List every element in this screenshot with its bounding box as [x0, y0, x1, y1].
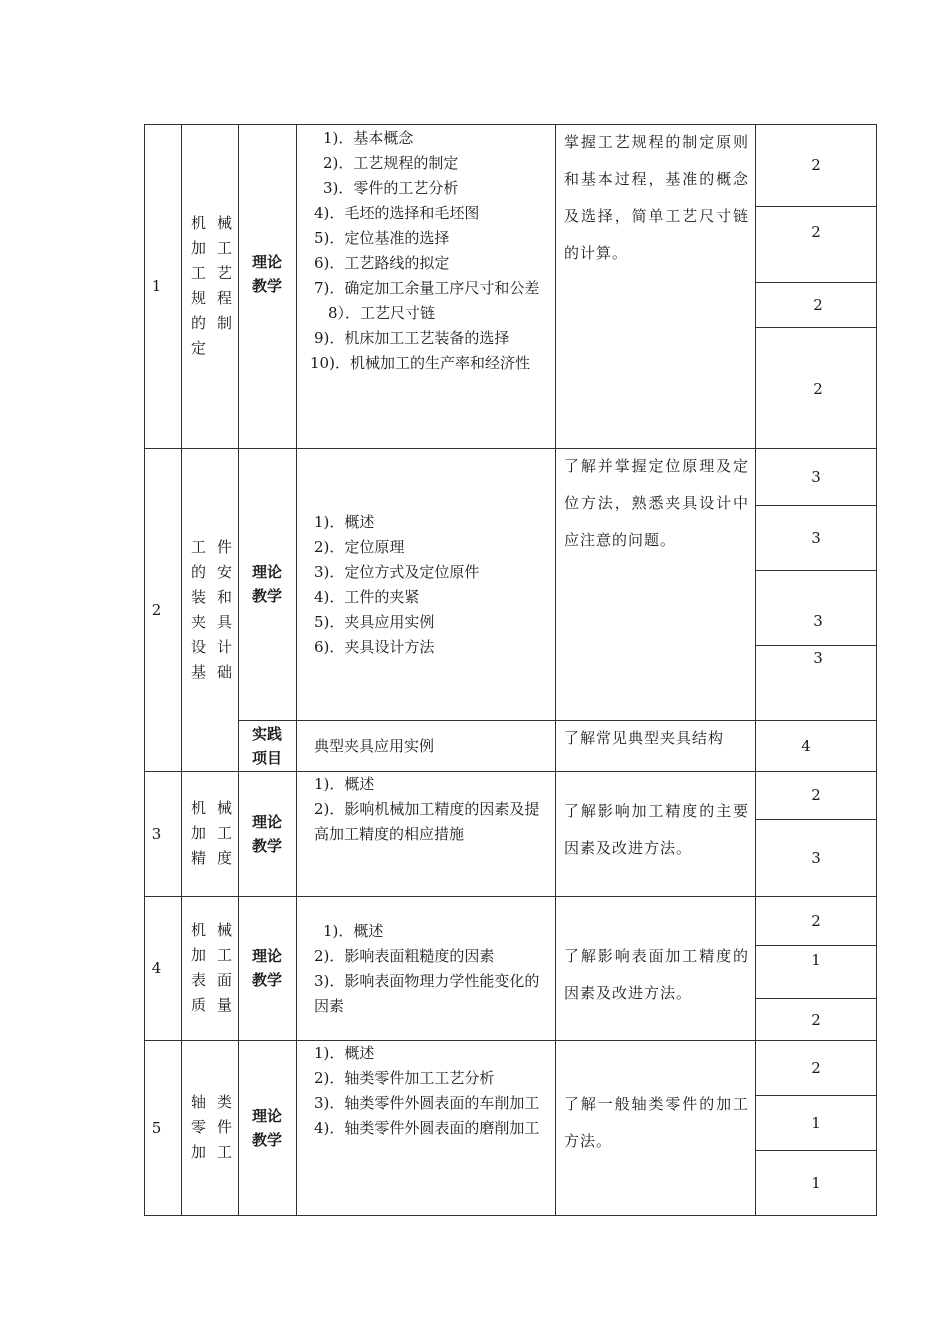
content-list: [296, 126, 555, 376]
content-item: 1)．概述: [314, 775, 375, 793]
hours-value: 1: [811, 1114, 821, 1132]
row-index: 1: [151, 277, 162, 295]
content-item: 4)．轴类零件外圆表面的磨削加工: [314, 1119, 540, 1137]
content-item: 1)．概述: [314, 1044, 375, 1062]
requirement-text: 了解影响加工精度的主要因素及改进方法。: [564, 802, 749, 857]
grid-line: [755, 945, 877, 946]
content-item: 4)．工件的夹紧: [314, 588, 420, 606]
grid-line: [755, 570, 877, 571]
grid-line: [755, 282, 877, 283]
grid-line: [755, 327, 877, 328]
chapter-title: 轴类零件加工: [191, 1093, 232, 1161]
chapter-title: 机械加工精度: [191, 799, 232, 867]
hours-value: 1: [811, 1174, 821, 1192]
content-item: 1)．概述: [314, 513, 375, 531]
chapter-title: 工件的安装和夹具设计基础: [191, 537, 232, 681]
content-list: [296, 510, 555, 660]
practice-hours: 4: [801, 737, 811, 755]
content-item: 8）．工艺尺寸链: [328, 304, 436, 322]
requirement-text: 了解一般轴类零件的加工方法。: [564, 1095, 749, 1150]
grid-line: [755, 819, 877, 820]
row-index: 3: [151, 824, 162, 843]
content-item: 5)．定位基准的选择: [314, 229, 450, 247]
teaching-type: 理论教学: [251, 812, 282, 855]
grid-line: [144, 1215, 877, 1216]
content-item: 6)．夹具设计方法: [314, 638, 435, 656]
hours-value: 2: [811, 912, 821, 930]
grid-line: [755, 505, 877, 506]
hours-value: 2: [813, 380, 823, 398]
teaching-type: 理论教学: [251, 253, 282, 295]
content-item: 3)．定位方式及定位原件: [314, 563, 480, 581]
course-table: [144, 124, 877, 1216]
practice-type: 实践项目: [251, 725, 282, 767]
row-index: 5: [151, 1118, 162, 1137]
content-item: 3)．零件的工艺分析: [323, 179, 459, 197]
hours-value: 2: [811, 786, 821, 804]
teaching-type: 理论教学: [251, 1106, 282, 1149]
grid-line: [755, 645, 877, 646]
content-list: [296, 772, 555, 847]
content-list: [296, 919, 555, 1019]
hours-value: 2: [811, 1011, 821, 1029]
content-item: 1)．基本概念: [323, 129, 414, 147]
hours-value: 2: [811, 156, 821, 174]
hours-value: 1: [811, 951, 821, 969]
hours-value: 3: [811, 468, 821, 486]
hours-value: 3: [813, 649, 823, 667]
practice-content: 典型夹具应用实例: [314, 737, 435, 755]
chapter-title: 机械加工表面质量: [191, 921, 232, 1014]
grid-line: [755, 1150, 877, 1151]
hours-value: 3: [813, 612, 823, 630]
requirement-text: 了解影响表面加工精度的因素及改进方法。: [564, 947, 749, 1002]
hours-value: 3: [811, 849, 821, 867]
content-item: 2)．影响机械加工精度的因素及提高加工精度的相应措施: [314, 800, 540, 843]
content-item: 5)．夹具应用实例: [314, 613, 435, 631]
teaching-type: 理论教学: [251, 563, 282, 605]
hours-value: 2: [811, 1059, 821, 1077]
grid-line: [755, 1095, 877, 1096]
content-item: 10)．机械加工的生产率和经济性: [310, 354, 530, 372]
practice-requirement: 了解常见典型夹具结构: [564, 729, 725, 747]
content-item: 6)．工艺路线的拟定: [314, 254, 450, 272]
hours-value: 3: [811, 529, 821, 547]
hours-value: 2: [813, 296, 823, 314]
content-item: 2)．影响表面粗糙度的因素: [314, 947, 495, 965]
content-item: 1)．概述: [323, 922, 384, 940]
content-item: 7)．确定加工余量工序尺寸和公差: [314, 279, 540, 297]
row-index: 4: [151, 959, 162, 977]
requirement-text: 了解并掌握定位原理及定位方法，熟悉夹具设计中应注意的问题。: [564, 457, 749, 549]
content-item: 9)．机床加工工艺装备的选择: [314, 329, 510, 347]
content-item: 3)．影响表面物理力学性能变化的因素: [314, 972, 540, 1015]
grid-line: [755, 124, 756, 1216]
hours-value: 2: [811, 223, 821, 241]
teaching-type: 理论教学: [251, 947, 282, 989]
row-index: 2: [151, 600, 162, 619]
requirement-text: 掌握工艺规程的制定原则和基本过程，基准的概念及选择，简单工艺尺寸链的计算。: [564, 133, 749, 262]
grid-line: [755, 206, 877, 207]
content-item: 2)．定位原理: [314, 538, 405, 556]
content-item: 2)．轴类零件加工工艺分析: [314, 1069, 495, 1087]
grid-line: [755, 998, 877, 999]
grid-line: [555, 124, 556, 1216]
content-item: 4)．毛坯的选择和毛坯图: [314, 204, 480, 222]
grid-line: [876, 124, 877, 1216]
content-item: 3)．轴类零件外圆表面的车削加工: [314, 1094, 540, 1112]
chapter-title: 机械加工工艺规程的制定: [191, 214, 232, 357]
content-list: [296, 1041, 555, 1141]
content-item: 2)．工艺规程的制定: [323, 154, 459, 172]
